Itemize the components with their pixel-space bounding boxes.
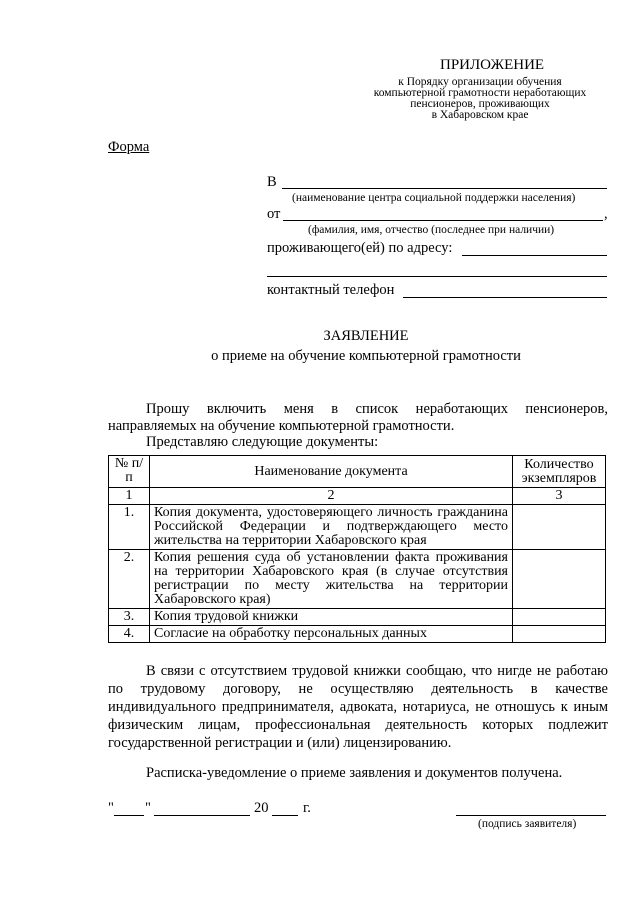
document-title: ЗАЯВЛЕНИЕ (323, 328, 409, 344)
phone-field-line (403, 297, 607, 298)
request-paragraph: Прошу включить меня в список неработающих пенсионеров, направляемых на обучение компьютерной грамотности. (108, 401, 608, 434)
column-number-1: 1 (109, 488, 150, 505)
header-number: № п/п (109, 456, 150, 488)
column-number-2: 2 (150, 488, 513, 505)
address-field-line-2 (267, 276, 607, 277)
date-year-prefix: 20 (254, 800, 269, 816)
address-field-line (462, 255, 607, 256)
from-caption: (фамилия, имя, отчество (последнее при наличии) (308, 224, 555, 236)
appendix-title: ПРИЛОЖЕНИЕ (440, 57, 545, 73)
date-quote-open: " (108, 800, 114, 816)
row-copies-cell[interactable] (513, 609, 606, 626)
appendix-line-2: компьютерной грамотности неработающих (373, 87, 587, 99)
header-copies: Количество экземпляров (513, 456, 606, 488)
form-label: Форма (108, 139, 150, 155)
table-column-numbers-row (109, 488, 606, 505)
row-number: 1. (109, 505, 150, 550)
to-field-line (282, 188, 607, 189)
from-field-line (283, 220, 603, 221)
appendix-line-1: к Порядку организации обучения (398, 76, 562, 88)
row-number: 2. (109, 550, 150, 609)
table-row (109, 550, 606, 609)
header-document-name: Наименование документа (150, 456, 513, 488)
documents-intro: Представляю следующие документы: (146, 434, 379, 450)
table-header-row (109, 456, 606, 488)
statement-paragraph: В связи с отсутствием трудовой книжки сообщаю, что нигде не работаю по трудовому договору, не осуществляю деятельность в качестве индивидуального предпринимателя, адвоката, нотариуса, не отношусь к иным физическим лицам, профессиональная деятельность которых подлежит государственной регистрации и (или) лицензированию. (108, 663, 608, 751)
row-document-name: Копия трудовой книжки (150, 609, 513, 626)
date-month-line[interactable] (154, 815, 250, 816)
row-number: 3. (109, 609, 150, 626)
row-copies-cell[interactable] (513, 550, 606, 609)
appendix-line-3: пенсионеров, проживающих (410, 98, 550, 110)
to-caption: (наименование центра социальной поддержки населения) (292, 192, 576, 204)
from-prefix: от (267, 206, 281, 222)
column-number-3: 3 (513, 488, 606, 505)
appendix-line-4: в Хабаровском крае (431, 109, 529, 121)
date-quote-close: " (145, 800, 151, 816)
row-number: 4. (109, 626, 150, 643)
signature-caption: (подпись заявителя) (478, 818, 577, 830)
address-label: проживающего(ей) по адресу: (267, 240, 453, 256)
documents-table (108, 455, 606, 643)
row-copies-cell[interactable] (513, 626, 606, 643)
date-year-line[interactable] (272, 815, 298, 816)
signature-line[interactable] (456, 815, 606, 816)
phone-label: контактный телефон (267, 282, 395, 298)
date-year-suffix: г. (303, 800, 311, 816)
row-document-name: Копия документа, удостоверяющего личность гражданина Российской Федерации и подтверждающего место жительства на территории Хабаровского края (150, 505, 513, 550)
date-day-line[interactable] (114, 815, 144, 816)
from-suffix: , (604, 206, 608, 222)
to-prefix: В (267, 174, 277, 190)
table-row (109, 609, 606, 626)
receipt-text: Расписка-уведомление о приеме заявления и документов получена. (146, 765, 563, 781)
table-row (109, 505, 606, 550)
table-row (109, 626, 606, 643)
row-document-name: Согласие на обработку персональных данных (150, 626, 513, 643)
row-document-name: Копия решения суда об установлении факта проживания на территории Хабаровского края (в случае отсутствия регистрации по месту жительства на территории Хабаровского края) (150, 550, 513, 609)
row-copies-cell[interactable] (513, 505, 606, 550)
document-subtitle: о приеме на обучение компьютерной грамотности (211, 348, 521, 364)
